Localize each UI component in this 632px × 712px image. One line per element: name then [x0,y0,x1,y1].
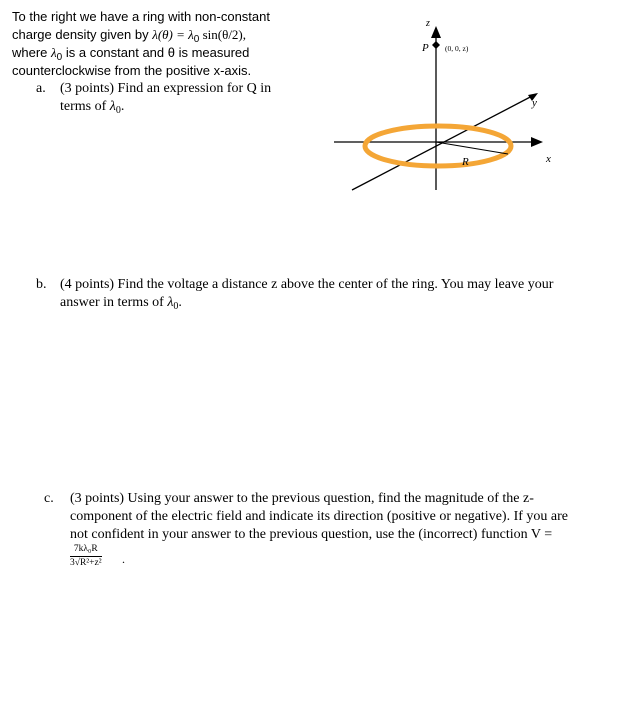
fraction-period: . [122,552,125,566]
sin-expression: sin(θ/2), [199,27,247,42]
part-a-line-2 [60,98,124,119]
part-b-line-2-text: answer in terms of [60,295,168,310]
part-b-label: b. [36,277,47,292]
y-axis-label: y [532,97,537,109]
lambda-subscript: 0 [115,105,121,116]
radius-label: R [462,156,469,168]
charged-ring [365,126,511,166]
z-axis-arrowhead [431,26,441,38]
intro-line-1: To the right we have a ring with non-constant [12,9,270,24]
point-p-marker [432,41,440,49]
x-axis-arrowhead [531,137,543,147]
radius-line [436,142,508,154]
part-a-line-1: (3 points) Find an expression for Q in [60,81,272,96]
part-b-line-1: (4 points) Find the voltage a distance z above the center of the ring. You may leave your [60,277,554,292]
p-label: P [422,42,429,54]
period: . [178,295,182,310]
fraction-denominator: 3√R²+z² [70,558,102,568]
lambda-expression: λ(θ) = λ [152,27,194,42]
period: . [120,99,125,114]
part-c-line-2: component of the electric field and indicate its direction (positive or negative). If you are [70,509,568,524]
intro-line-4: counterclockwise from the positive x-axis. [12,63,252,78]
lambda-subscript: 0 [56,52,63,63]
intro-line-2-text: charge density given by [12,27,153,42]
z-axis-label: z [426,18,430,29]
fraction-bar [70,556,102,557]
lambda-symbol: λ [109,99,116,114]
part-a-label: a. [36,81,46,96]
fraction-numerator: 7kλ₀R [73,544,98,554]
lambda-subscript: 0 [193,34,200,45]
part-c-line-1: (3 points) Using your answer to the previous question, find the magnitude of the z- [70,491,534,506]
intro-line-3-pre: where [12,45,52,60]
intro-line-3-post: is a constant and θ is measured [62,45,250,60]
part-a-line-2-text: terms of [60,99,110,114]
ring-diagram [330,10,570,200]
lambda-subscript: 0 [173,301,179,312]
point-coordinates: (0, 0, z) [445,44,469,53]
part-c-label: c. [44,491,54,506]
voltage-fraction [70,544,102,569]
part-c-line-3: not confident in your answer to the previous question, use the (incorrect) function V = [70,527,553,542]
lambda-symbol: λ [51,45,57,60]
x-axis-label: x [546,153,551,165]
lambda-symbol: λ [167,295,174,310]
part-b-line-2 [60,294,182,315]
